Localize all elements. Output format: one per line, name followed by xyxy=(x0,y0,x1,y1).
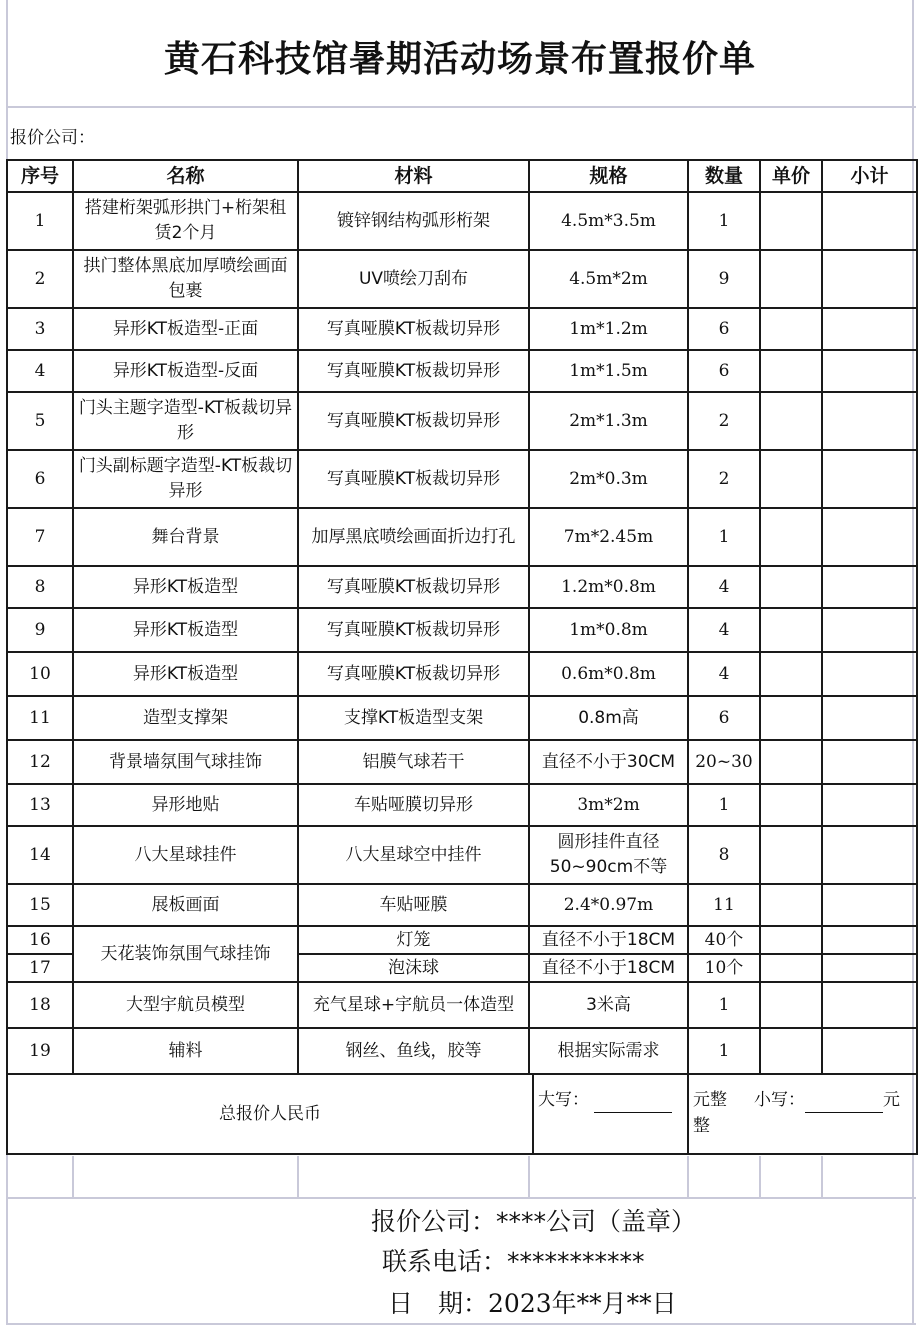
row-name: 展板画面 xyxy=(73,884,298,926)
row-material: 写真哑膜KT板裁切异形 xyxy=(298,308,529,350)
row-qty: 2 xyxy=(688,450,760,508)
row-name: 辅料 xyxy=(73,1028,298,1074)
total-lower-prefix: 小写： xyxy=(754,1090,806,1110)
row-number: 16 xyxy=(7,926,73,954)
row-number: 1 xyxy=(7,192,73,250)
row-qty: 1 xyxy=(688,508,760,566)
row-name: 异形KT板造型-正面 xyxy=(73,308,298,350)
row-material: 铝膜气球若干 xyxy=(298,740,529,784)
row-qty: 1 xyxy=(688,1028,760,1074)
row-material: 钢丝、鱼线，胶等 xyxy=(298,1028,529,1074)
total-label-cell xyxy=(7,1074,688,1154)
total-upper-suffix: 元整 xyxy=(693,1090,727,1110)
table-row xyxy=(7,392,917,450)
row-qty: 10个 xyxy=(688,954,760,982)
divider xyxy=(6,1197,916,1199)
table-row xyxy=(7,508,917,566)
row-number: 7 xyxy=(7,508,73,566)
row-spec: 直径不小于18CM xyxy=(529,954,688,982)
row-qty: 20~30 xyxy=(688,740,760,784)
row-spec: 1m*1.2m xyxy=(529,308,688,350)
footer-company xyxy=(371,1202,696,1238)
footer-phone xyxy=(382,1242,645,1278)
row-material: 写真哑膜KT板裁切异形 xyxy=(298,392,529,450)
row-unit-price xyxy=(760,508,822,566)
row-unit-price xyxy=(760,250,822,308)
row-qty: 1 xyxy=(688,982,760,1028)
row-spec: 1m*0.8m xyxy=(529,608,688,652)
row-spec: 4.5m*2m xyxy=(529,250,688,308)
row-spec: 直径不小于18CM xyxy=(529,926,688,954)
empty-row xyxy=(6,1156,916,1198)
row-subtotal xyxy=(822,250,917,308)
row-spec: 2m*0.3m xyxy=(529,450,688,508)
row-material: 写真哑膜KT板裁切异形 xyxy=(298,566,529,608)
row-spec: 直径不小于30CM xyxy=(529,740,688,784)
row-subtotal xyxy=(822,350,917,392)
table-row xyxy=(7,1028,917,1074)
row-subtotal xyxy=(822,450,917,508)
header-material: 材料 xyxy=(298,160,529,192)
table-row xyxy=(7,884,917,926)
total-upper-prefix: 大写： xyxy=(538,1090,589,1110)
row-material: UV喷绘刀刮布 xyxy=(298,250,529,308)
company-label: 报价公司： xyxy=(10,127,95,148)
row-name: 异形KT板造型-反面 xyxy=(73,350,298,392)
row-number: 11 xyxy=(7,696,73,740)
row-number: 17 xyxy=(7,954,73,982)
row-unit-price xyxy=(760,926,822,954)
total-amount-cell xyxy=(688,1074,917,1154)
row-subtotal xyxy=(822,926,917,954)
row-qty: 6 xyxy=(688,696,760,740)
row-subtotal xyxy=(822,508,917,566)
header-no: 序号 xyxy=(7,160,73,192)
row-unit-price xyxy=(760,652,822,696)
table-row xyxy=(7,784,917,826)
row-subtotal xyxy=(822,982,917,1028)
row-number: 5 xyxy=(7,392,73,450)
header-spec: 规格 xyxy=(529,160,688,192)
header-qty: 数量 xyxy=(688,160,760,192)
row-material: 写真哑膜KT板裁切异形 xyxy=(298,652,529,696)
row-name: 搭建桁架弧形拱门+桁架租赁2个月 xyxy=(73,192,298,250)
row-number: 18 xyxy=(7,982,73,1028)
total-label: 总报价人民币 xyxy=(8,1075,534,1153)
row-unit-price xyxy=(760,192,822,250)
row-spec: 圆形挂件直径50~90cm不等 xyxy=(529,826,688,884)
row-unit-price xyxy=(760,392,822,450)
row-qty: 1 xyxy=(688,192,760,250)
row-material: 车贴哑膜 xyxy=(298,884,529,926)
row-name: 异形KT板造型 xyxy=(73,608,298,652)
row-name: 异形KT板造型 xyxy=(73,566,298,608)
row-qty: 1 xyxy=(688,784,760,826)
row-qty: 6 xyxy=(688,350,760,392)
total-row xyxy=(7,1074,917,1154)
table-row xyxy=(7,350,917,392)
header-name: 名称 xyxy=(73,160,298,192)
page-title: 黄石科技馆暑期活动场景布置报价单 xyxy=(163,38,756,80)
row-spec: 4.5m*3.5m xyxy=(529,192,688,250)
row-qty: 4 xyxy=(688,652,760,696)
row-spec: 2m*1.3m xyxy=(529,392,688,450)
row-number: 14 xyxy=(7,826,73,884)
row-subtotal xyxy=(822,608,917,652)
row-material: 灯笼 xyxy=(298,926,529,954)
row-qty: 4 xyxy=(688,608,760,652)
row-material: 八大星球空中挂件 xyxy=(298,826,529,884)
table-row xyxy=(7,192,917,250)
table-row xyxy=(7,740,917,784)
row-material: 写真哑膜KT板裁切异形 xyxy=(298,608,529,652)
row-spec: 2.4*0.97m xyxy=(529,884,688,926)
quote-table xyxy=(6,159,918,1155)
row-unit-price xyxy=(760,954,822,982)
row-name: 门头副标题字造型-KT板裁切异形 xyxy=(73,450,298,508)
row-number: 8 xyxy=(7,566,73,608)
row-subtotal xyxy=(822,652,917,696)
row-material: 镀锌钢结构弧形桁架 xyxy=(298,192,529,250)
row-qty: 2 xyxy=(688,392,760,450)
row-number: 6 xyxy=(7,450,73,508)
row-name: 造型支撑架 xyxy=(73,696,298,740)
row-qty: 4 xyxy=(688,566,760,608)
table-row xyxy=(7,566,917,608)
row-unit-price xyxy=(760,826,822,884)
table-row xyxy=(7,608,917,652)
header-unit-price: 单价 xyxy=(760,160,822,192)
total-lower-blank xyxy=(805,1094,883,1113)
row-subtotal xyxy=(822,826,917,884)
row-spec: 0.8m高 xyxy=(529,696,688,740)
row-number: 9 xyxy=(7,608,73,652)
row-spec: 0.6m*0.8m xyxy=(529,652,688,696)
table-row xyxy=(7,982,917,1028)
company-row xyxy=(6,112,914,158)
row-spec: 1m*1.5m xyxy=(529,350,688,392)
row-spec: 根据实际需求 xyxy=(529,1028,688,1074)
row-unit-price xyxy=(760,740,822,784)
footer-company-label: 报价公司： xyxy=(371,1207,497,1236)
row-unit-price xyxy=(760,308,822,350)
row-unit-price xyxy=(760,566,822,608)
row-unit-price xyxy=(760,784,822,826)
row-number: 3 xyxy=(7,308,73,350)
row-spec: 1.2m*0.8m xyxy=(529,566,688,608)
table-row xyxy=(7,308,917,350)
row-name: 大型宇航员模型 xyxy=(73,982,298,1028)
row-qty: 6 xyxy=(688,308,760,350)
divider xyxy=(6,106,916,108)
row-subtotal xyxy=(822,740,917,784)
row-material: 充气星球+宇航员一体造型 xyxy=(298,982,529,1028)
row-name: 舞台背景 xyxy=(73,508,298,566)
footer-date xyxy=(388,1284,677,1320)
row-subtotal xyxy=(822,696,917,740)
row-unit-price xyxy=(760,982,822,1028)
row-unit-price xyxy=(760,696,822,740)
row-spec: 7m*2.45m xyxy=(529,508,688,566)
row-name: 背景墙氛围气球挂饰 xyxy=(73,740,298,784)
table-row xyxy=(7,250,917,308)
row-number: 4 xyxy=(7,350,73,392)
row-unit-price xyxy=(760,350,822,392)
row-qty: 9 xyxy=(688,250,760,308)
footer-date-value: 2023年**月**日 xyxy=(488,1289,677,1318)
row-name: 天花装饰氛围气球挂饰 xyxy=(73,926,298,982)
row-subtotal xyxy=(822,392,917,450)
row-qty: 8 xyxy=(688,826,760,884)
row-qty: 11 xyxy=(688,884,760,926)
row-subtotal xyxy=(822,954,917,982)
row-name: 八大星球挂件 xyxy=(73,826,298,884)
row-subtotal xyxy=(822,1028,917,1074)
row-subtotal xyxy=(822,784,917,826)
row-spec: 3米高 xyxy=(529,982,688,1028)
footer-date-label: 日 期： xyxy=(388,1289,489,1318)
footer-company-value: ****公司（盖章） xyxy=(496,1207,697,1236)
row-number: 10 xyxy=(7,652,73,696)
total-lower-suffix: 元整 xyxy=(693,1090,901,1136)
row-subtotal xyxy=(822,566,917,608)
row-material: 支撑KT板造型支架 xyxy=(298,696,529,740)
row-spec: 3m*2m xyxy=(529,784,688,826)
table-row xyxy=(7,926,917,954)
row-number: 12 xyxy=(7,740,73,784)
table-row xyxy=(7,450,917,508)
footer-phone-label: 联系电话： xyxy=(382,1247,508,1276)
row-name: 拱门整体黑底加厚喷绘画面包裹 xyxy=(73,250,298,308)
header-subtotal: 小计 xyxy=(822,160,917,192)
row-name: 异形KT板造型 xyxy=(73,652,298,696)
row-number: 13 xyxy=(7,784,73,826)
row-subtotal xyxy=(822,192,917,250)
divider xyxy=(6,1323,916,1325)
row-material: 写真哑膜KT板裁切异形 xyxy=(298,350,529,392)
footer-phone-value: *********** xyxy=(507,1247,645,1276)
total-upper-blank xyxy=(594,1094,672,1113)
table-header-row xyxy=(7,160,917,192)
total-upper-cell xyxy=(534,1075,687,1153)
table-row xyxy=(7,696,917,740)
row-number: 15 xyxy=(7,884,73,926)
row-unit-price xyxy=(760,450,822,508)
row-name: 门头主题字造型-KT板裁切异形 xyxy=(73,392,298,450)
row-subtotal xyxy=(822,308,917,350)
row-subtotal xyxy=(822,884,917,926)
row-material: 写真哑膜KT板裁切异形 xyxy=(298,450,529,508)
row-number: 2 xyxy=(7,250,73,308)
row-material: 车贴哑膜切异形 xyxy=(298,784,529,826)
row-unit-price xyxy=(760,1028,822,1074)
row-material: 加厚黑底喷绘画面折边打孔 xyxy=(298,508,529,566)
row-qty: 40个 xyxy=(688,926,760,954)
row-material: 泡沫球 xyxy=(298,954,529,982)
row-unit-price xyxy=(760,608,822,652)
row-name: 异形地贴 xyxy=(73,784,298,826)
table-row xyxy=(7,826,917,884)
table-row xyxy=(7,652,917,696)
row-number: 19 xyxy=(7,1028,73,1074)
row-unit-price xyxy=(760,884,822,926)
